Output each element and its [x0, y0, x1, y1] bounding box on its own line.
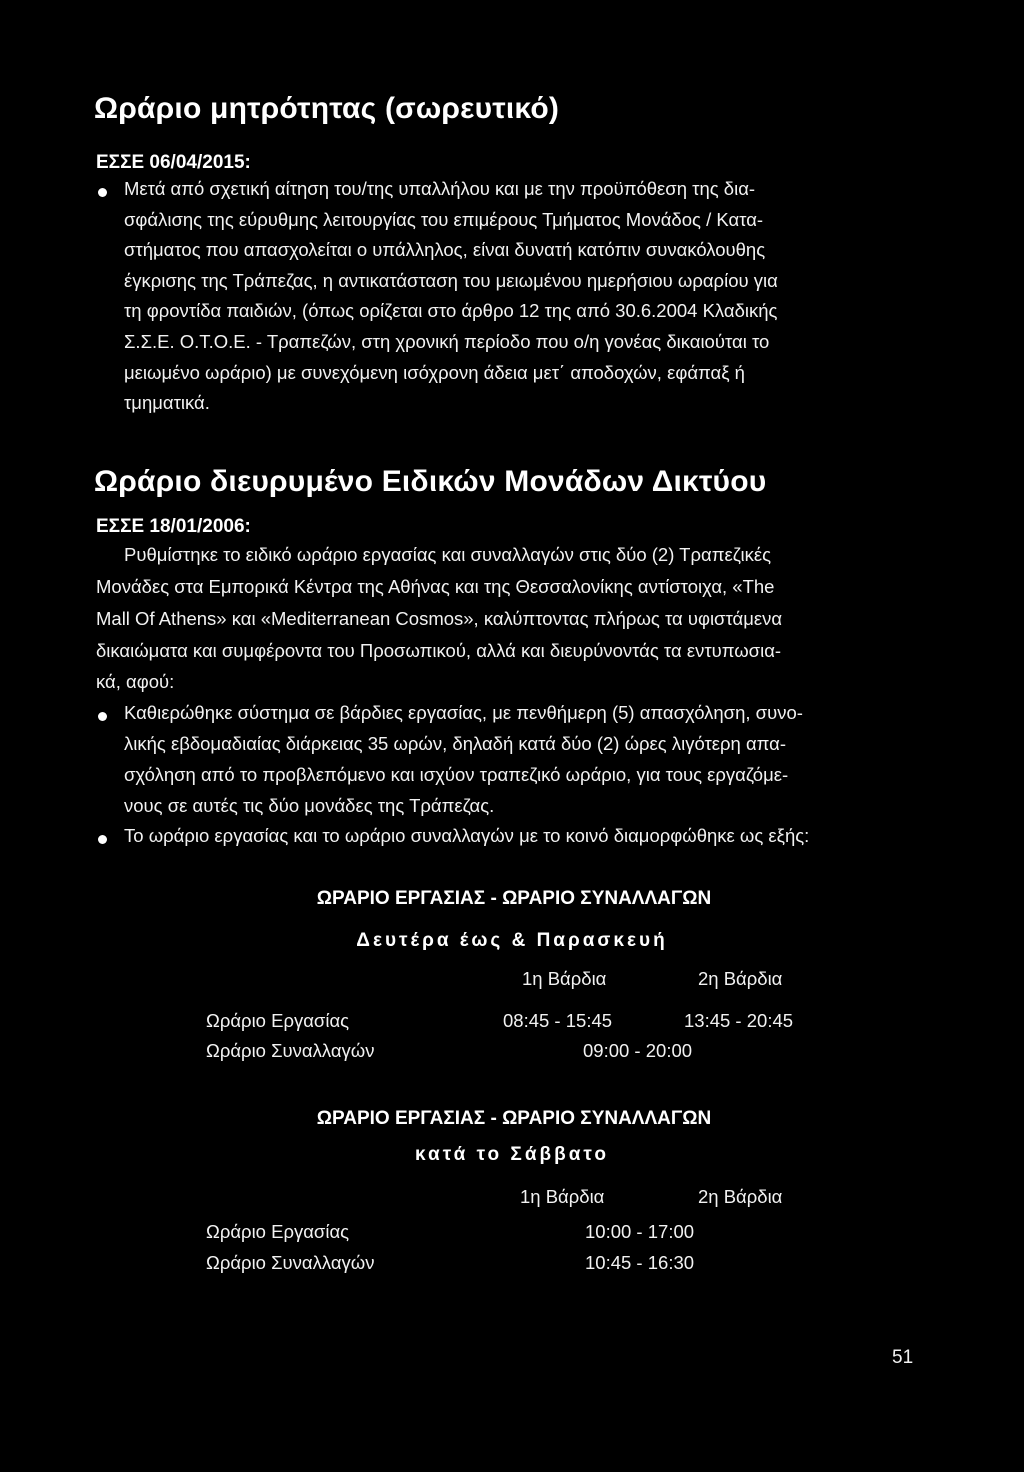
text-line: σφάλισης της εύρυθμης λειτουργίας του επιμέρους Τμήματος Μονάδος / Κατα- — [124, 209, 764, 230]
text-line: τη φροντίδα παιδιών, (όπως ορίζεται στο άρθρο 12 της από 30.6.2004 Κλαδικής — [124, 300, 778, 321]
text-line: Σ.Σ.Ε. Ο.Τ.Ο.Ε. - Τραπεζών, στη χρονική περίοδο που ο/η γονέας δικαιούται το — [124, 331, 770, 352]
section-subheading-esse-2015: ΕΣΣΕ 06/04/2015: — [96, 152, 251, 173]
table1-row-label-transactions: Ωράριο Συναλλαγών — [206, 1040, 375, 1061]
table2-row-label-work: Ωράριο Εργασίας — [206, 1221, 350, 1242]
table1-row-label-work: Ωράριο Εργασίας — [206, 1010, 350, 1031]
table2-transactions-hours: 10:45 - 16:30 — [585, 1252, 695, 1273]
table2-title: ΩΡΑΡΙΟ ΕΡΓΑΣΙΑΣ - ΩΡΑΡΙΟ ΣΥΝΑΛΛΑΓΩΝ — [316, 1108, 712, 1129]
text-line: λικής εβδομαδιαίας διάρκειας 35 ωρών, δηλαδή κατά δύο (2) ώρες λιγότερη απα- — [124, 733, 787, 754]
table2-col-header-shift2: 2η Βάρδια — [698, 1186, 783, 1207]
text-line: τμηματικά. — [124, 392, 210, 413]
paragraph-line: Ρυθμίστηκε το ειδικό ωράριο εργασίας και συναλλαγών στις δύο (2) Τραπεζικές — [124, 544, 772, 565]
bullet-icon — [98, 712, 107, 721]
table1-title: ΩΡΑΡΙΟ ΕΡΓΑΣΙΑΣ - ΩΡΑΡΙΟ ΣΥΝΑΛΛΑΓΩΝ — [316, 888, 712, 909]
table1-col-header-shift2: 2η Βάρδια — [698, 968, 783, 989]
section-subheading-esse-2006: ΕΣΣΕ 18/01/2006: — [96, 516, 251, 537]
text-line: Το ωράριο εργασίας και το ωράριο συναλλαγών με το κοινό διαμορφώθηκε ως εξής: — [124, 825, 810, 846]
text-line: Μετά από σχετική αίτηση του/της υπαλλήλου και με την προϋπόθεση της δια- — [124, 178, 756, 199]
table2-row-label-transactions: Ωράριο Συναλλαγών — [206, 1252, 375, 1273]
paragraph-line: κά, αφού: — [96, 671, 175, 692]
table2-col-header-shift1: 1η Βάρδια — [520, 1186, 605, 1207]
table1-subtitle: Δευτέρα έως & Παρασκευή — [356, 930, 668, 951]
table1-work-shift2: 13:45 - 20:45 — [684, 1010, 794, 1031]
page-number: 51 — [892, 1347, 914, 1368]
table1-work-shift1: 08:45 - 15:45 — [503, 1010, 613, 1031]
text-line: νους σε αυτές τις δύο μονάδες της Τράπεζας. — [124, 795, 495, 816]
text-line: έγκρισης της Τράπεζας, η αντικατάσταση του μειωμένου ημερήσιου ωραρίου για — [124, 270, 778, 291]
paragraph-line: Μονάδες στα Εμπορικά Κέντρα της Αθήνας και της Θεσσαλονίκης αντίστοιχα, «The — [96, 576, 775, 597]
bullet-icon — [98, 188, 107, 197]
table1-col-header-shift1: 1η Βάρδια — [522, 968, 607, 989]
section-title-extended-hours: Ωράριο διευρυμένο Ειδικών Μονάδων Δικτύου — [94, 465, 767, 498]
section-title-maternity-hours: Ωράριο μητρότητας (σωρευτικό) — [94, 92, 560, 125]
text-line: σχόληση από το προβλεπόμενο και ισχύον τραπεζικό ωράριο, για τους εργαζόμε- — [124, 764, 789, 785]
bullet-icon — [98, 835, 107, 844]
table2-subtitle: κατά το Σάββατο — [415, 1144, 609, 1165]
text-line: Καθιερώθηκε σύστημα σε βάρδιες εργασίας, με πενθήμερη (5) απασχόληση, συνο- — [124, 702, 803, 723]
paragraph-line: δικαιώματα και συμφέροντα του Προσωπικού, αλλά και διευρύνοντάς τα εντυπωσια- — [96, 640, 782, 661]
paragraph-line: Mall Of Athens» και «Mediterranean Cosmos», καλύπτοντας πλήρως τα υφιστάμενα — [96, 608, 783, 629]
table2-work-hours: 10:00 - 17:00 — [585, 1221, 695, 1242]
text-line: μειωμένο ωράριο) με συνεχόμενη ισόχρονη άδεια μετ΄ αποδοχών, εφάπαξ ή — [124, 362, 745, 383]
table1-transactions-hours: 09:00 - 20:00 — [583, 1040, 693, 1061]
text-line: στήματος που απασχολείται ο υπάλληλος, είναι δυνατή κατόπιν συνακόλουθης — [124, 239, 766, 260]
